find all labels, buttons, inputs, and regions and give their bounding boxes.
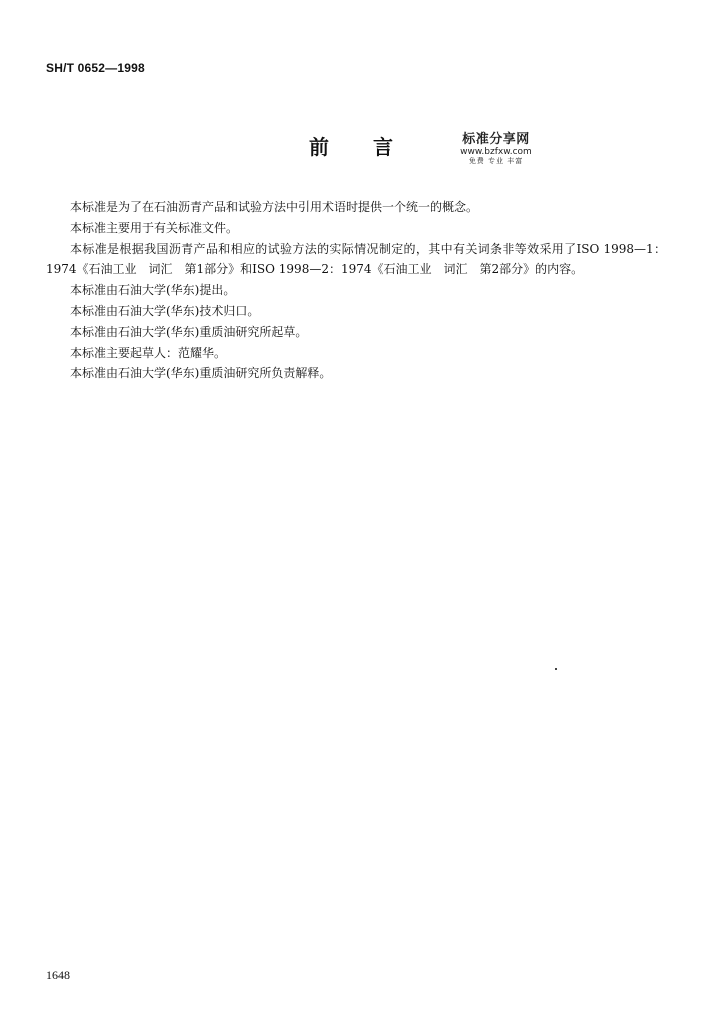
page-title: [0, 131, 702, 160]
watermark-name: 标准分享网: [462, 132, 530, 147]
watermark-logo: [451, 133, 541, 165]
title-char-1: 前: [309, 135, 329, 159]
watermark-slogan: 免费 专业 丰富: [468, 157, 524, 165]
standard-code: SH/T 0652—1998: [46, 61, 145, 75]
title-char-2: 言: [373, 135, 393, 159]
preface-body: [46, 197, 666, 384]
paragraph-basis: 本标准是根据我国沥青产品和相应的试验方法的实际情况制定的，其中有关词条非等效采用了ISO 1998—1：1974《石油工业 词汇 第1部分》和ISO 1998—2：1974《石油工业 词汇 第2部分》的内容。: [46, 241, 666, 277]
watermark-url: www.bzfxw.com: [460, 147, 532, 157]
paragraph-proposer: 本标准由石油大学(华东)提出。: [70, 283, 236, 298]
paragraph-purpose: 本标准是为了在石油沥青产品和试验方法中引用术语时提供一个统一的概念。: [70, 200, 479, 214]
paragraph-scope: 本标准主要用于有关标准文件。: [70, 220, 239, 235]
paragraph-centralized: 本标准由石油大学(华东)技术归口。: [70, 303, 260, 318]
paragraph-drafter: 本标准主要起草人：范耀华。: [70, 345, 227, 360]
speck-mark: [555, 668, 557, 670]
page-number: 1648: [46, 968, 70, 982]
paragraph-interpretation: 本标准由石油大学(华东)重质油研究所负责解释。: [70, 366, 332, 381]
paragraph-drafter-org: 本标准由石油大学(华东)重质油研究所起草。: [70, 324, 308, 339]
